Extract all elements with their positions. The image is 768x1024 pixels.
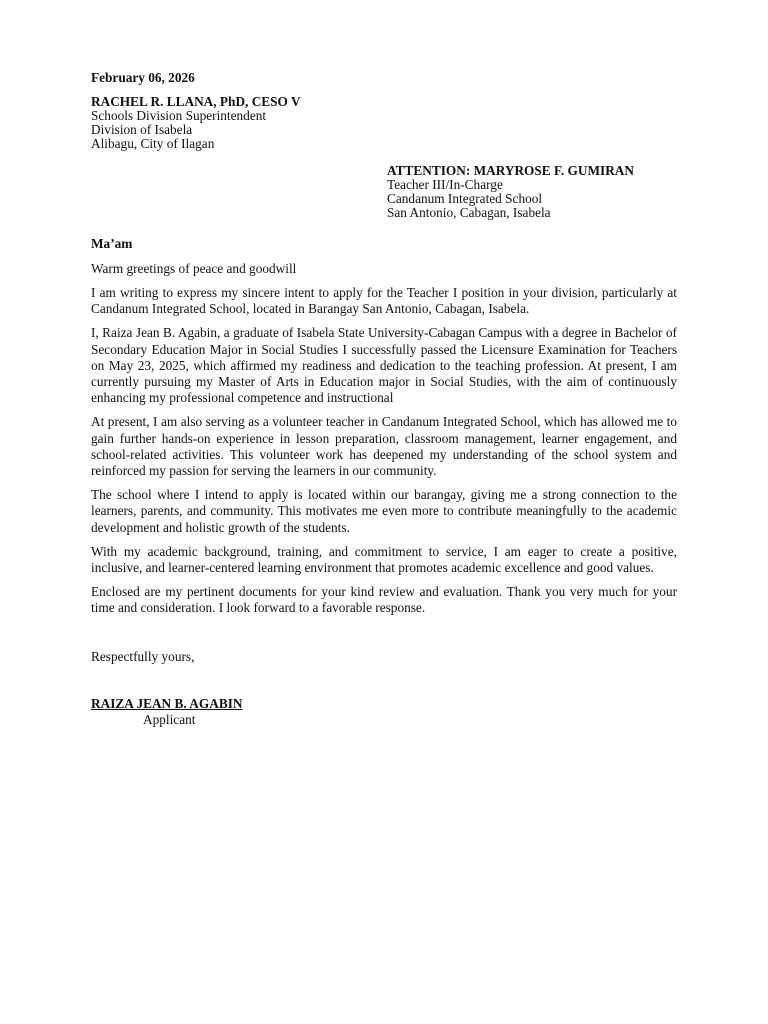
signatory-role: Applicant [143,711,196,727]
body-paragraph: I, Raiza Jean B. Agabin, a graduate of Isabela State University-Cabagan Campus with a degree in Bachelor of Secondary Education Major in Social Studies I successfully passed the Licensure Examination for Teachers on May 23, 2025, which affirmed my readiness and dedication to the teaching profession. At present, I am currently pursuing my Master of Arts in Education major in Social Studies, with the aim of continuously enhancing my professional competence and instructional [91,325,677,406]
addressee-position: Schools Division Superintendent [91,108,267,123]
addressee-location: Alibagu, City of Ilagan [91,136,215,151]
body-paragraph: Enclosed are my pertinent documents for your kind review and evaluation. Thank you very much for your time and consideration. I look forward to a favorable response. [91,584,677,616]
letter-page [91,70,677,728]
body-paragraph: The school where I intend to apply is located within our barangay, giving me a strong connection to the learners, parents, and community. This motivates me even more to contribute meaningfully to the academic development and holistic growth of the students. [91,487,677,535]
attention-location: San Antonio, Cabagan, Isabela [387,205,551,220]
body-paragraph: With my academic background, training, and commitment to service, I am eager to create a positive, inclusive, and learner-centered learning environment that promotes academic excellence and good values. [91,543,677,576]
attention-school: Candanum Integrated School [387,191,543,206]
body-paragraph: At present, I am also serving as a volunteer teacher in Candanum Integrated School, which has allowed me to gain further hands-on experience in lesson preparation, classroom management, learner engagement, and school-related activities. This volunteer work has deepened my understanding of the school system and reinforced my passion for serving the learners in our community. [91,414,677,479]
letter-date: February 06, 2026 [91,70,195,85]
greeting: Warm greetings of peace and goodwill [91,261,297,276]
addressee-name: RACHEL R. LLANA, PhD, CESO V [91,94,301,109]
closing: Respectfully yours, [91,648,195,664]
addressee-division: Division of Isabela [91,122,193,137]
attention-title: ATTENTION: MARYROSE F. GUMIRAN [387,163,635,178]
signatory-name: RAIZA JEAN B. AGABIN [91,695,243,711]
addressee-block [91,95,677,151]
attention-block [387,164,677,220]
body-paragraph: I am writing to express my sincere intent to apply for the Teacher I position in your division, particularly at Candanum Integrated School, located in Barangay San Antonio, Cabagan, Isabela. [91,285,677,317]
salutation: Ma’am [91,236,133,251]
attention-position: Teacher III/In-Charge [387,177,503,192]
